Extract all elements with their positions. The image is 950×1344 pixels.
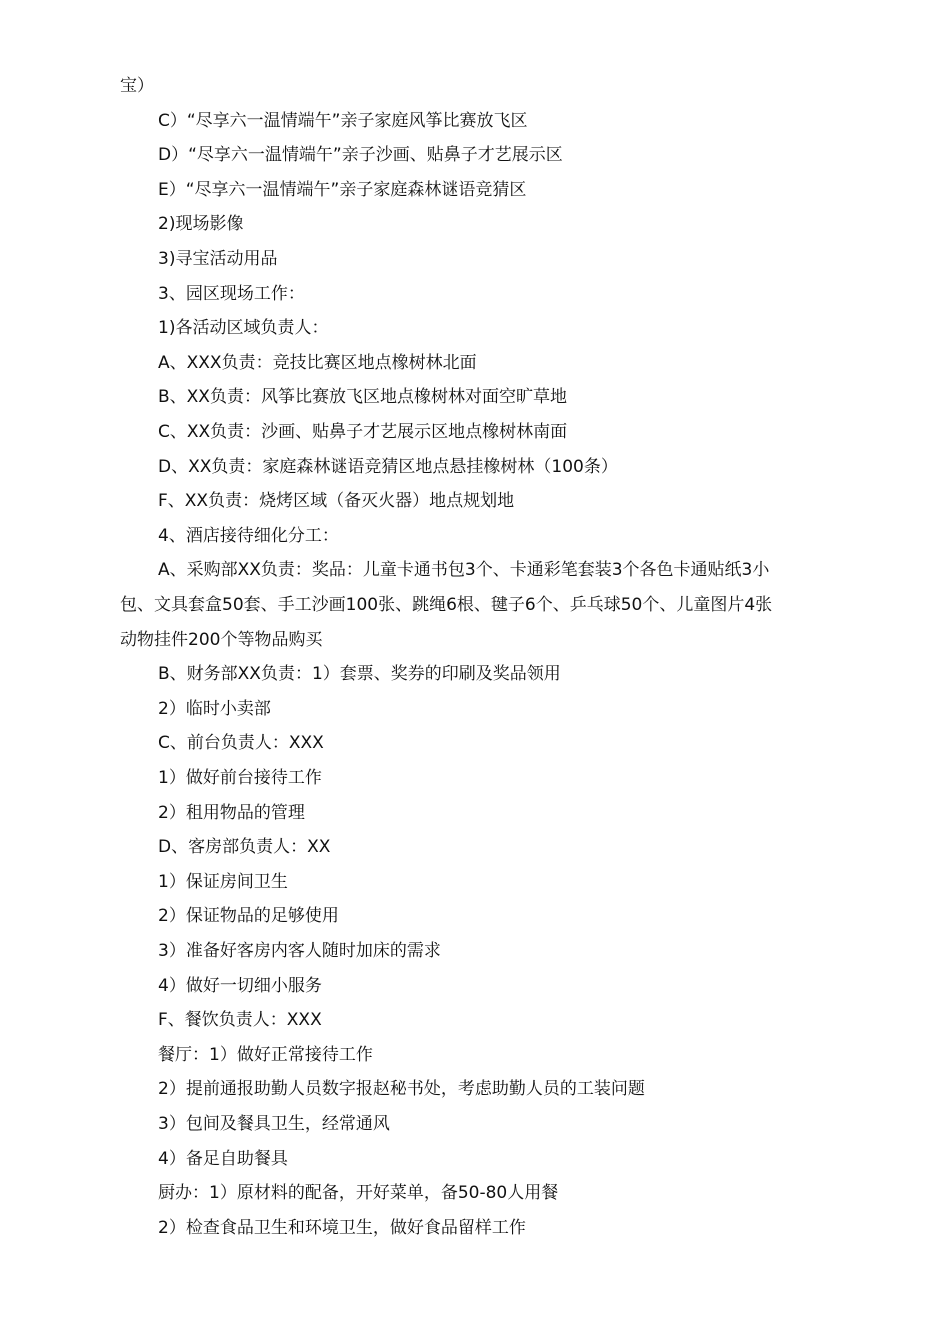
text-line: 1)各活动区域负责人： xyxy=(158,318,329,339)
text-line: C、XX负责：沙画、贴鼻子才艺展示区地点橡树林南面 xyxy=(158,422,568,442)
text-line: A、采购部XX负责：奖品：儿童卡通书包3个、卡通彩笔套装3个各色卡通贴纸3小 xyxy=(158,560,770,581)
text-line: 2）检查食品卫生和环境卫生，做好食品留样工作 xyxy=(158,1217,526,1238)
text-line: 2）提前通报助勤人员数字报赵秘书处，考虑助勤人员的工装问题 xyxy=(158,1079,645,1100)
text-line: 宝） xyxy=(120,76,154,96)
text-line: C）“尽享六一温情端午”亲子家庭风筝比赛放飞区 xyxy=(158,110,528,131)
text-line: D、客房部负责人：XX xyxy=(158,837,331,858)
text-line: 包、文具套盒50套、手工沙画100张、跳绳6根、毽子6个、乒乓球50个、儿童图片4张 xyxy=(120,595,773,615)
text-line: 2）保证物品的足够使用 xyxy=(158,906,339,927)
text-line: E）“尽享六一温情端午”亲子家庭森林谜语竞猜区 xyxy=(158,179,527,200)
text-line: 厨办：1）原材料的配备，开好菜单，备50-80人用餐 xyxy=(158,1183,559,1204)
text-line: 4）备足自助餐具 xyxy=(158,1148,288,1169)
text-line: A、XXX负责：竞技比赛区地点橡树林北面 xyxy=(158,352,477,373)
text-line: 3)寻宝活动用品 xyxy=(158,249,278,269)
text-line: 3）包间及餐具卫生，经常通风 xyxy=(158,1114,390,1134)
text-line: D、XX负责：家庭森林谜语竞猜区地点悬挂橡树林（100条） xyxy=(158,456,618,477)
text-line: 3）准备好客房内客人随时加床的需求 xyxy=(158,941,441,961)
text-line: D）“尽享六一温情端午”亲子沙画、贴鼻子才艺展示区 xyxy=(158,145,563,166)
text-line: 4、酒店接待细化分工： xyxy=(158,525,339,546)
text-line: B、财务部XX负责：1）套票、奖券的印刷及奖品领用 xyxy=(158,664,561,685)
text-line: 2）租用物品的管理 xyxy=(158,802,305,823)
text-line: 3、园区现场工作： xyxy=(158,283,305,304)
text-line: C、前台负责人：XXX xyxy=(158,733,324,754)
text-line: 动物挂件200个等物品购买 xyxy=(120,629,323,650)
text-line: 1）保证房间卫生 xyxy=(158,871,288,892)
text-line: B、XX负责：风筝比赛放飞区地点橡树林对面空旷草地 xyxy=(158,387,567,408)
text-line: 2）临时小卖部 xyxy=(158,698,271,719)
text-line: 2)现场影像 xyxy=(158,214,244,235)
text-line: 4）做好一切细小服务 xyxy=(158,975,322,996)
text-line: F、餐饮负责人：XXX xyxy=(158,1010,322,1031)
text-line: 1）做好前台接待工作 xyxy=(158,768,322,788)
text-line: 餐厅：1）做好正常接待工作 xyxy=(158,1044,373,1065)
text-line: F、XX负责：烧烤区域（备灭火器）地点规划地 xyxy=(158,491,515,512)
